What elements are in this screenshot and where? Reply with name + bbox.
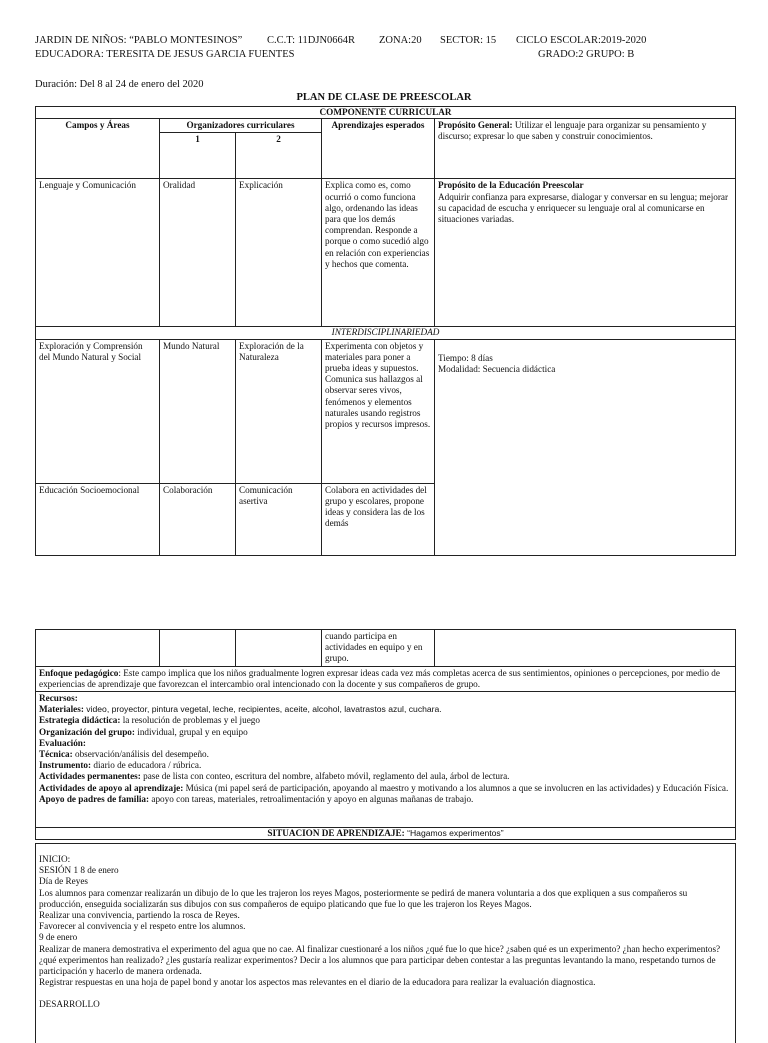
interdisciplinariedad: INTERDISCIPLINARIEDAD <box>36 327 736 339</box>
campo-socioemocional: Educación Socioemocional <box>36 483 160 555</box>
plan-title: PLAN DE CLASE DE PREESCOLAR <box>296 92 472 103</box>
proposito-preescolar <box>435 179 736 327</box>
proposito-preescolar-text: Adquirir confianza para expresarse, dialogar y conversar en su lengua; mejorar su capacidad de escucha y enriquecer su lenguaje oral al comunicarse en situaciones variadas. <box>438 191 729 225</box>
situacion-body <box>35 843 736 1043</box>
aprendizaje-colabora: Colabora en actividades del grupo y escolares, propone ideas y considera las de los demás <box>322 483 435 555</box>
tiempo: Tiempo: 8 días <box>438 352 493 363</box>
organizacion-label: Organización del grupo: <box>39 726 135 737</box>
materiales-label: Materiales: <box>39 704 84 715</box>
actividades-permanentes <box>39 771 732 782</box>
cct-code: C.C.T: 11DJN0664R <box>267 35 356 46</box>
evaluacion-label: Evaluación: <box>39 737 86 748</box>
estrategia-label: Estrategia didáctica: <box>39 715 121 726</box>
enfoque-pedagogico <box>36 666 736 691</box>
continuation-table <box>35 629 736 840</box>
campo-exploracion: Exploración y Comprensión del Mundo Natural y Social <box>36 339 160 483</box>
paragraph-registro: Registrar respuestas en una hoja de papel bond y anotar los aspectos mas relevantes en el diario de la educadora para realizar la evaluación diagnostica. <box>39 977 596 988</box>
instrumento <box>39 760 732 771</box>
dia-reyes: Día de Reyes <box>39 876 88 887</box>
apoyo-padres <box>39 794 732 805</box>
inicio-heading: INICIO: <box>39 854 71 864</box>
tiempo-modalidad <box>435 339 736 555</box>
paragraph-convivencia: Realizar una convivencia, partiendo la rosca de Reyes. <box>39 910 240 921</box>
fecha-9-enero: 9 de enero <box>39 932 78 943</box>
org1-colaboracion: Colaboración <box>160 483 236 555</box>
col-organizadores: Organizadores curriculares <box>160 119 322 133</box>
cont-empty-3 <box>236 630 322 667</box>
materiales-text: video, proyector, pintura vegetal, leche, recipientes, aceite, alcohol, lavatrastos azul, cuchara. <box>83 704 442 715</box>
desarrollo-heading: DESARROLLO <box>39 999 100 1010</box>
modalidad: Modalidad: Secuencia didáctica <box>438 363 556 374</box>
ciclo-escolar: CICLO ESCOLAR:2019-2020 <box>516 35 647 46</box>
org1-oralidad: Oralidad <box>160 179 236 327</box>
organizacion-text: individual, grupal y en equipo <box>134 726 248 737</box>
proposito-general <box>435 119 736 179</box>
org1-mundo-natural: Mundo Natural <box>160 339 236 483</box>
col-aprendizajes: Aprendizajes esperados <box>322 119 435 179</box>
situacion-text: “Hagamos experimentos” <box>404 828 504 839</box>
proposito-preescolar-label: Propósito de la Educación Preescolar <box>438 180 584 191</box>
zona: ZONA:20 <box>379 35 422 46</box>
curricular-table <box>35 106 736 556</box>
apoyo-text: Música (mi papel será de participación, apoyando al maestro y motivando a los alumnos a que se involucren en las actividades) y Educación Física. <box>183 782 729 793</box>
estrategia-text: la resolución de problemas y el juego <box>120 715 260 726</box>
enfoque-text: : Este campo implica que los niños gradualmente logren expresar ideas cada vez más completas acerca de sus sentimientos, opiniones o percepciones, por medio de experiencias de aprendizaje que favorezcan el intercambio oral intencionado con la docente y sus compañeros de grupo. <box>39 667 720 689</box>
permanentes-text: pase de lista con conteo, escritura del nombre, alfabeto móvil, reglamento del aula, árbol de lectura. <box>140 771 510 782</box>
col-org-2: 2 <box>236 133 322 179</box>
paragraph-dibujo: Los alumnos para comenzar realizarán un dibujo de lo que les trajeron los reyes Magos, posteriormente se pedirá de manera voluntaria a dos que expliquen a sus compañeros su producción, enseguida socializarán sus dibujos con sus compañeros de equipo platicando que fue lo que les trajeron los Reyes Magos. <box>39 887 688 909</box>
instrumento-label: Instrumento: <box>39 760 92 771</box>
instrumento-text: diario de educadora / rúbrica. <box>91 760 202 771</box>
school-name: JARDIN DE NIÑOS: “PABLO MONTESINOS” <box>35 35 243 46</box>
aprendizaje-experimenta: Experimenta con objetos y materiales para poner a prueba ideas y supuestos. Comunica sus hallazgos al observar seres vivos, fenómenos y elementos naturales usando registros propios y recursos impresos. <box>322 339 435 483</box>
component-title: COMPONENTE CURRICULAR <box>36 107 736 119</box>
tecnica-text: observación/análisis del desempeño. <box>72 749 209 760</box>
proposito-general-text: Utilizar el lenguaje para organizar su pensamiento y discurso; expresar lo que saben y construir conocimientos. <box>438 120 707 142</box>
org2-comunicacion: Comunicación asertiva <box>236 483 322 555</box>
educadora: EDUCADORA: TERESITA DE JESUS GARCIA FUENTES <box>35 49 295 60</box>
sesion-1: SESIÓN 1 8 de enero <box>39 865 119 876</box>
col-org-1: 1 <box>160 133 236 179</box>
cont-empty-5 <box>435 630 736 667</box>
duracion: Duración: Del 8 al 24 de enero del 2020 <box>35 79 204 90</box>
org2-exploracion: Exploración de la Naturaleza <box>236 339 322 483</box>
recursos-label: Recursos: <box>39 693 78 704</box>
org2-explicacion: Explicación <box>236 179 322 327</box>
apoyo-label: Actividades de apoyo al aprendizaje: <box>39 782 184 793</box>
padres-label: Apoyo de padres de familia: <box>39 793 150 804</box>
actividades-apoyo <box>39 783 732 794</box>
col-campos: Campos y Áreas <box>36 119 160 179</box>
proposito-general-label: Propósito General: <box>438 120 513 131</box>
aprendizaje-explica: Explica como es, como ocurrió o como funciona algo, ordenando las ideas para que los demás comprendan. Responde a porque o como sucedió algo en relación con experiencias y hechos que comenta. <box>322 179 435 327</box>
situacion-aprendizaje <box>36 828 736 840</box>
permanentes-label: Actividades permanentes: <box>39 771 141 782</box>
enfoque-label: Enfoque pedagógico <box>39 667 119 678</box>
organizacion <box>39 727 732 738</box>
tecnica-label: Técnica: <box>39 749 73 760</box>
grado-grupo: GRADO:2 GRUPO: B <box>538 49 635 60</box>
recursos-block <box>36 692 736 828</box>
cont-empty-1 <box>36 630 160 667</box>
situacion-label: SITUACION DE APRENDIZAJE: <box>267 828 405 839</box>
tecnica <box>39 749 732 760</box>
cont-empty-2 <box>160 630 236 667</box>
paragraph-experimento: Realizar de manera demostrativa el experimento del agua que no cae. Al finalizar cuestionaré a los niños ¿qué fue lo que hice? ¿saben qué es un experimento? ¿han hecho experimentos? ¿qué experimentos han realizado? ¿les gustaría realizar experimentos? Decir a los alumnos que para participar deben contestar a las preguntas levantando la mano, respetando turnos de participación y hacerlo de manera ordenada. <box>39 943 721 977</box>
materiales <box>39 704 732 715</box>
padres-text: apoyo con tareas, materiales, retroalimentación y apoyo en algunas mañanas de trabajo. <box>149 793 474 804</box>
paragraph-respeto: Favorecer al convivencia y el respeto entre los alumnos. <box>39 921 246 932</box>
sector: SECTOR: 15 <box>440 35 497 46</box>
campo-lenguaje: Lenguaje y Comunicación <box>36 179 160 327</box>
cont-aprendizaje: cuando participa en actividades en equipo y en grupo. <box>322 630 435 667</box>
estrategia <box>39 715 732 726</box>
